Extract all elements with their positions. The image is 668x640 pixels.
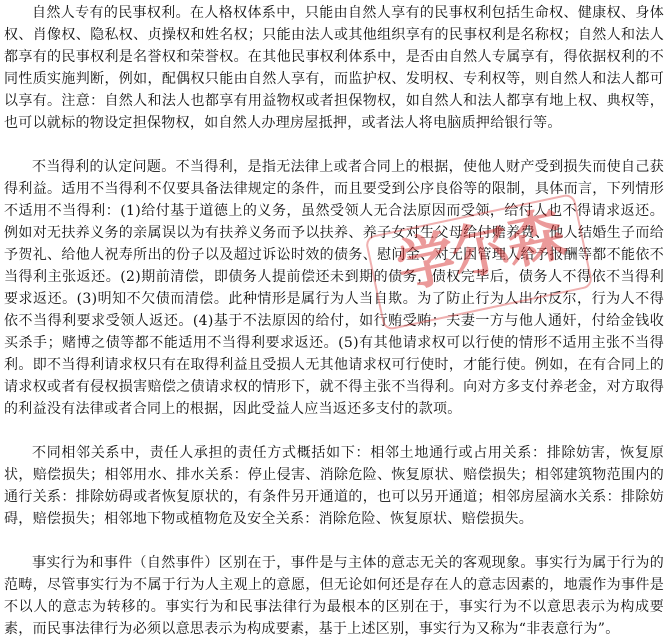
paragraph-spacer (4, 134, 664, 156)
paragraph-spacer (4, 530, 664, 552)
paragraph-personal-rights: 自然人专有的民事权利。在人格权体系中，只能由自然人享有的民事权利包括生命权、健康权、身体权、肖像权、隐私权、贞操权和姓名权；只能由法人或其他组织享有的民事权利是名称权；自然人和法人都享有的民事权利是名誉权和荣誉权。在其他民事权利体系中，是否由自然人专属享有，得依据权利的不同性质实施判断，例如，配偶权只能由自然人享有，而监护权、发明权、专利权等，则自然人和法人都可以享有。注意：自然人和法人也都享有用益物权或者担保物权，如自然人和法人都享有地上权、典权等，也可以就标的物设定担保物权，如自然人办理房屋抵押，或者法人将电脑质押给银行等。 (4, 5, 664, 131)
paragraph-factual-acts: 事实行为和事件（自然事件）区别在于，事件是与主体的意志无关的客观现象。事实行为属于行为的范畴，尽管事实行为不属于行为人主观上的意愿，但无论如何还是存在人的意志因素的，地震作为事件是不以人的意志为转移的。事实行为和民事法律行为最根本的区别在于，事实行为不以意思表示为构成要素，而民事法律行为必须以意思表示为构成要素，基于上述区别，事实行为又称为“非表意行为”。 (4, 555, 664, 637)
paragraph-neighbor-relations: 不同相邻关系中，责任人承担的责任方式概括如下：相邻土地通行或占用关系：排除妨害，恢复原状，赔偿损失；相邻用水、排水关系：停止侵害、消除危险、恢复原状、赔偿损失；相邻建筑物范围内的通行关系：排除妨碍或者恢复原状的，有条件另开通道的，也可以另开通道；相邻房屋滴水关系：排除妨碍，赔偿损失；相邻地下物或植物危及安全关系：消除危险、恢复原状、赔偿损失。 (4, 445, 664, 527)
paragraph-unjust-enrichment: 不当得利的认定问题。不当得利，是指无法律上或者合同上的根据，使他人财产受到损失而使自己获得利益。适用不当得利不仅要具备法律规定的条件，而且要受到公序良俗等的限制，具体而言，下列情形不适用不当得利：(1)给付基于道德上的义务，虽然受领人无合法原因而受领，给付人也不得请求返还。例如对无扶养义务的亲属误以为有扶养义务而予以扶养、养子女对生父母给付赡养费、他人结婚生子而给予贺礼、给他人祝寿所出的份子以及超过诉讼时效的债务、慰问金、对无因管理人给予报酬等都不能依不当得利主张返还。(2)期前清偿，即债务人提前偿还未到期的债务，债权完毕后，债务人不得依不当得利要求返还。(3)明知不欠债而清偿。此种情形是属行为人当自欺。为了防止行为人出尔反尔，行为人不得依不当得利要求受领人返还。(4)基于不法原因的给付，如行贿受贿；夫妻一方与他人通奸，付给金钱收买杀手；赌博之债等都不能适用不当得利要求返还。(5)有其他请求权可以行使的情形不适用主张不当得利。即不当得利请求权只有在取得利益且受损人无其他请求权可行使时，才能行使。例如，在有合同上的请求权或者有侵权损害赔偿之债请求权的情形下，就不得主张不当得利。向对方多支付养老金，对方取得的利益没有法律或者合同上的根据，因此受益人应当返还多支付的款项。 (4, 159, 664, 417)
paragraph-spacer (4, 420, 664, 442)
watermark-logo: 学尔森 (390, 199, 570, 302)
